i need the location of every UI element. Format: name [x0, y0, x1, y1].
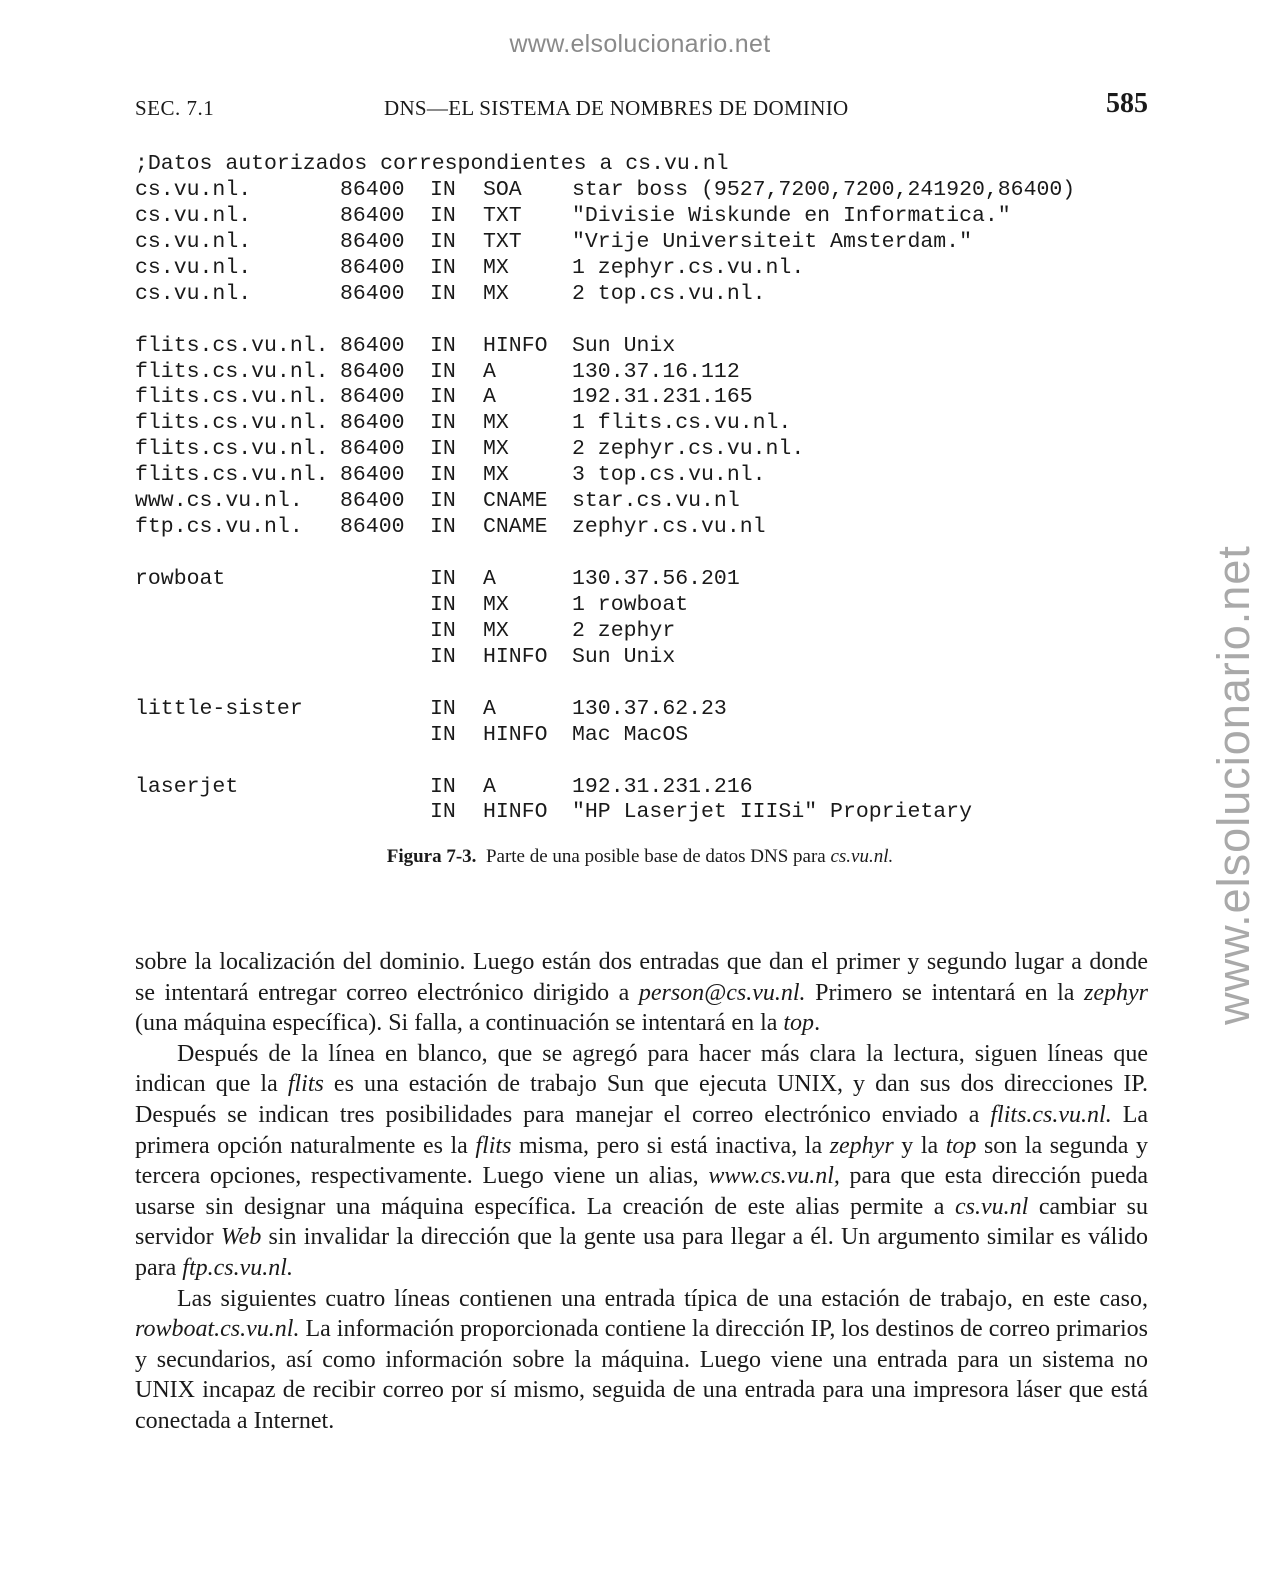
record-class: IN — [430, 567, 456, 591]
record-value: 1 rowboat — [572, 592, 689, 617]
figure-label: Figura 7-3. — [386, 846, 477, 867]
record-ttl: 86400 — [340, 177, 405, 202]
page-number: 585 — [1106, 88, 1148, 119]
comment-text: ;Datos autorizados correspondientes a cs.vu.nl — [135, 152, 729, 176]
text-run: sobre la localización del dominio. Luego están dos entradas que dan el primer y segundo lugar a donde se intentará entregar correo electrónico dirigido a — [135, 949, 1148, 1006]
section-number: SEC. 7.1 — [135, 96, 215, 120]
record-type: CNAME — [483, 515, 548, 540]
record-ttl: 86400 — [340, 359, 405, 384]
record-ttl: 86400 — [340, 411, 405, 436]
record-class: IN — [430, 437, 456, 462]
record-type: HINFO — [483, 333, 548, 358]
record-value: Sun Unix — [572, 644, 676, 669]
record-type: SOA — [483, 177, 522, 202]
record-ttl: 86400 — [340, 463, 405, 488]
text-run: . — [814, 1010, 821, 1037]
emphasis: flits — [287, 1071, 324, 1098]
record-name: cs.vu.nl. — [135, 203, 252, 228]
record-type: MX — [483, 592, 509, 617]
record-type: HINFO — [483, 800, 548, 825]
record-type: TXT — [483, 229, 522, 254]
emphasis: top — [945, 1132, 977, 1159]
record-type: A — [483, 359, 496, 384]
record-value: 1 flits.cs.vu.nl. — [572, 411, 792, 436]
record-name: flits.cs.vu.nl. — [135, 359, 329, 384]
text-run: y la — [893, 1132, 946, 1159]
text-run: La primera opción naturalmente es la — [135, 1101, 1149, 1159]
record-ttl: 86400 — [340, 229, 405, 254]
watermark-top: www.elsolucionario.net — [509, 30, 771, 58]
record-class: IN — [430, 177, 456, 202]
record-class: IN — [430, 489, 456, 514]
paragraph — [135, 1284, 1148, 1437]
record-ttl: 86400 — [340, 255, 405, 280]
record-value: 2 zephyr.cs.vu.nl. — [572, 437, 805, 462]
record-type: A — [483, 567, 496, 591]
record-class: IN — [430, 696, 456, 721]
record-class: IN — [430, 722, 456, 747]
record-name: cs.vu.nl. — [135, 255, 252, 280]
figure-caption — [0, 846, 1280, 868]
record-type: MX — [483, 463, 509, 488]
record-name: cs.vu.nl. — [135, 177, 252, 202]
text-run: sin invalidar la dirección que la gente usa para llegar a él. Un argumento similar es válido para — [135, 1224, 1148, 1281]
record-type: MX — [483, 618, 509, 643]
record-value: 3 top.cs.vu.nl. — [572, 463, 766, 488]
record-name: flits.cs.vu.nl. — [135, 437, 329, 462]
emphasis: cs.vu.nl — [954, 1193, 1029, 1220]
record-type: HINFO — [483, 644, 548, 669]
record-type: TXT — [483, 203, 522, 228]
record-class: IN — [430, 333, 456, 358]
record-class: IN — [430, 411, 456, 436]
record-name: www.cs.vu.nl. — [135, 489, 303, 514]
record-ttl: 86400 — [340, 437, 405, 462]
text-run: Las siguientes cuatro líneas contienen una entrada típica de una estación de trabajo, en este caso, — [177, 1285, 1148, 1312]
emphasis: rowboat.cs.vu.nl. — [135, 1316, 300, 1343]
record-type: MX — [483, 281, 509, 306]
record-class: IN — [430, 281, 456, 306]
record-name: flits.cs.vu.nl. — [135, 385, 329, 410]
record-name: rowboat — [135, 567, 226, 591]
record-value: Sun Unix — [572, 333, 676, 358]
record-value: 1 zephyr.cs.vu.nl. — [572, 255, 805, 280]
watermark-side: www.elsolucionario.net — [1208, 545, 1259, 1025]
record-name: flits.cs.vu.nl. — [135, 411, 329, 436]
record-type: A — [483, 774, 496, 799]
record-value: 130.37.16.112 — [572, 359, 740, 384]
record-type: MX — [483, 437, 509, 462]
record-value: star boss (9527,7200,7200,241920,86400) — [572, 177, 1076, 202]
record-ttl: 86400 — [340, 333, 405, 358]
text-run: es una estación de trabajo Sun que ejecuta UNIX, y dan sus dos direcciones IP. Después se indican tres posibilidades para manejar el correo electrónico enviado a — [135, 1071, 1148, 1128]
record-class: IN — [430, 463, 456, 488]
record-class: IN — [430, 229, 456, 254]
record-ttl: 86400 — [340, 489, 405, 514]
record-ttl: 86400 — [340, 281, 405, 306]
record-type: HINFO — [483, 722, 548, 747]
record-name: cs.vu.nl. — [135, 281, 252, 306]
text-run: cambiar su servidor — [135, 1193, 1148, 1251]
record-class: IN — [430, 385, 456, 410]
record-class: IN — [430, 644, 456, 669]
record-value: "HP Laserjet IIISi" Proprietary — [572, 800, 972, 825]
emphasis: flits — [475, 1132, 512, 1159]
record-class: IN — [430, 255, 456, 280]
text-run: La información proporcionada contiene la dirección IP, los destinos de correo primarios y secundarios, así como información sobre la máquina. Luego viene una entrada para un sistema no UNIX incapaz de recibir correo por sí mismo, seguida de una entrada para una impresora láser que está conectada a Internet. — [135, 1316, 1148, 1434]
chapter-title: DNS—EL SISTEMA DE NOMBRES DE DOMINIO — [384, 96, 849, 120]
record-value: Mac MacOS — [572, 722, 689, 747]
record-class: IN — [430, 618, 456, 643]
record-type: MX — [483, 255, 509, 280]
record-value: star.cs.vu.nl — [572, 489, 740, 514]
emphasis: ftp.cs.vu.nl. — [182, 1254, 293, 1281]
emphasis: www.cs.vu.nl, — [708, 1163, 840, 1190]
record-value: 130.37.62.23 — [572, 696, 727, 721]
record-value: 2 top.cs.vu.nl. — [572, 281, 766, 306]
paragraph — [135, 1039, 1148, 1284]
record-value: "Vrije Universiteit Amsterdam." — [572, 229, 972, 254]
caption-domain: cs.vu.nl. — [830, 846, 894, 867]
text-run: (una máquina específica). Si falla, a continuación se intentará en la — [135, 1010, 784, 1037]
caption-text: Parte de una posible base de datos DNS para — [485, 846, 831, 867]
record-class: IN — [430, 515, 456, 540]
paragraph — [135, 947, 1148, 1039]
record-name: flits.cs.vu.nl. — [135, 463, 329, 488]
text-run: Primero se intentará en la — [805, 979, 1084, 1006]
emphasis: flits.cs.vu.nl. — [990, 1101, 1112, 1128]
body-text — [135, 947, 1148, 1437]
record-name: flits.cs.vu.nl. — [135, 333, 329, 358]
record-value: zephyr.cs.vu.nl — [572, 515, 766, 540]
record-name: laserjet — [135, 774, 239, 799]
record-class: IN — [430, 774, 456, 799]
emphasis: Web — [220, 1224, 262, 1251]
record-type: MX — [483, 411, 509, 436]
text-run: Después de la línea en blanco, que se agregó para hacer más clara la lectura, siguen líneas que indican que la — [135, 1040, 1148, 1098]
record-value: 130.37.56.201 — [572, 567, 740, 591]
record-type: A — [483, 696, 496, 721]
emphasis: top — [783, 1010, 815, 1037]
emphasis: zephyr — [829, 1132, 894, 1159]
record-type: A — [483, 385, 496, 410]
record-name: little-sister — [135, 696, 303, 721]
emphasis: zephyr — [1084, 979, 1148, 1006]
record-class: IN — [430, 359, 456, 384]
emphasis: person@cs.vu.nl. — [638, 979, 806, 1006]
record-value: "Divisie Wiskunde en Informatica." — [572, 203, 1011, 228]
text-run: misma, pero si está inactiva, la — [511, 1132, 830, 1159]
record-type: CNAME — [483, 489, 548, 514]
record-class: IN — [430, 592, 456, 617]
record-name: ftp.cs.vu.nl. — [135, 515, 303, 540]
record-value: 192.31.231.216 — [572, 774, 753, 799]
text-run: son la segunda y tercera opciones, respectivamente. Luego viene un alias, — [135, 1132, 1148, 1190]
record-ttl: 86400 — [340, 385, 405, 410]
record-ttl: 86400 — [340, 515, 405, 540]
text-run: para que esta dirección pueda usarse sin designar una máquina específica. La creación de este alias permite a — [135, 1163, 1148, 1220]
record-class: IN — [430, 800, 456, 825]
record-value: 2 zephyr — [572, 618, 676, 643]
record-value: 192.31.231.165 — [572, 385, 753, 410]
running-head — [135, 88, 1148, 128]
record-class: IN — [430, 203, 456, 228]
record-ttl: 86400 — [340, 203, 405, 228]
record-name: cs.vu.nl. — [135, 229, 252, 254]
